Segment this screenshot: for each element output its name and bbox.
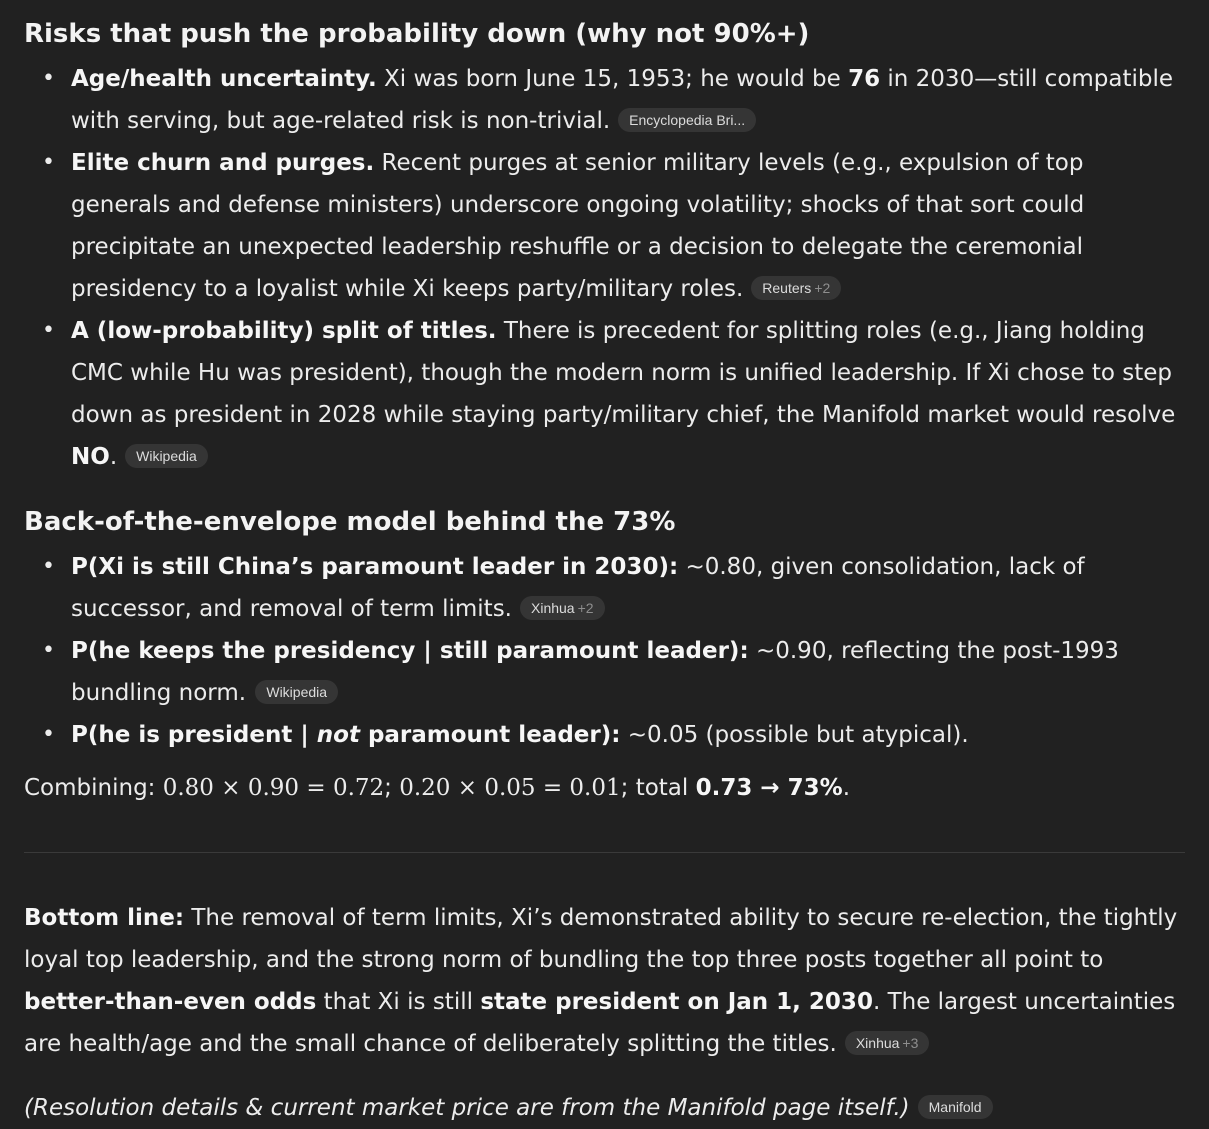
model-heading: Back-of-the-envelope model behind the 73%: [24, 507, 676, 537]
model-list: [24, 546, 1185, 756]
list-item: • A (low-probability) split of titles. There is precedent for splitting roles (e.g., Jiang holding CMC while Hu was president), though the modern norm is unified leadership. If Xi chose to step down as president in 2028 while staying party/military chief, the Manifold market would resolve NO. Wikipedia: [71, 310, 1185, 478]
math-expression: 0.20 × 0.05 = 0.01: [399, 775, 621, 801]
item-title: A (low-probability) split of titles.: [71, 318, 497, 344]
arrow-icon: →: [752, 775, 788, 801]
list-item: • P(he is president | not paramount leader): ~0.05 (possible but atypical).: [71, 714, 1185, 756]
item-title: Age/health uncertainty.: [71, 66, 377, 92]
citation-chip[interactable]: Encyclopedia Bri...: [618, 108, 756, 132]
bottom-line: Bottom line: The removal of term limits, Xi’s demonstrated ability to secure re-election, the tightly loyal top leadership, and the strong norm of bundling the top three posts together all point to better-than-even odds that Xi is still state president on Jan 1, 2030. The largest uncertainties are health/age and the small chance of deliberately splitting the titles. Xinhua +3: [24, 905, 1178, 1057]
citation-chip[interactable]: Manifold: [918, 1095, 993, 1119]
resolution-note: (Resolution details & current market price are from the Manifold page itself.) Manifold: [24, 1087, 1185, 1129]
item-title: P(he keeps the presidency | still paramount leader):: [71, 638, 749, 664]
citation-chip[interactable]: Wikipedia: [255, 680, 338, 704]
citation-chip[interactable]: Reuters +2: [751, 276, 841, 300]
list-item: • P(he keeps the presidency | still paramount leader): ~0.90, reflecting the post-1993 bundling norm. Wikipedia: [71, 630, 1185, 714]
item-title: P(he is president | not paramount leader):: [71, 722, 621, 748]
risks-list: [24, 58, 1185, 478]
list-item: • P(Xi is still China’s paramount leader in 2030): ~0.80, given consolidation, lack of successor, and removal of term limits. Xinhua +2: [71, 546, 1185, 630]
list-item: • Age/health uncertainty. Xi was born June 15, 1953; he would be 76 in 2030—still compatible with serving, but age-related risk is non-trivial. Encyclopedia Bri...: [71, 58, 1185, 142]
list-item: • Elite churn and purges. Recent purges at senior military levels (e.g., expulsion of top generals and defense ministers) underscore ongoing volatility; shocks of that sort could precipitate an unexpected leadership reshuffle or a decision to delegate the ceremonial presidency to a loyalist while Xi keeps party/military roles. Reuters +2: [71, 142, 1185, 310]
divider: [24, 852, 1185, 853]
citation-chip[interactable]: Xinhua +2: [520, 596, 605, 620]
citation-chip[interactable]: Wikipedia: [125, 444, 208, 468]
risks-heading: Risks that push the probability down (why not 90%+): [24, 19, 810, 49]
citation-chip[interactable]: Xinhua +3: [845, 1031, 930, 1055]
combining-line: Combining: 0.80 × 0.90 = 0.72; 0.20 × 0.05 = 0.01; total 0.73 → 73%.: [24, 775, 851, 801]
math-expression: 0.80 × 0.90 = 0.72: [162, 775, 385, 801]
item-title: P(Xi is still China’s paramount leader in 2030):: [71, 554, 679, 580]
item-title: Elite churn and purges.: [71, 150, 375, 176]
